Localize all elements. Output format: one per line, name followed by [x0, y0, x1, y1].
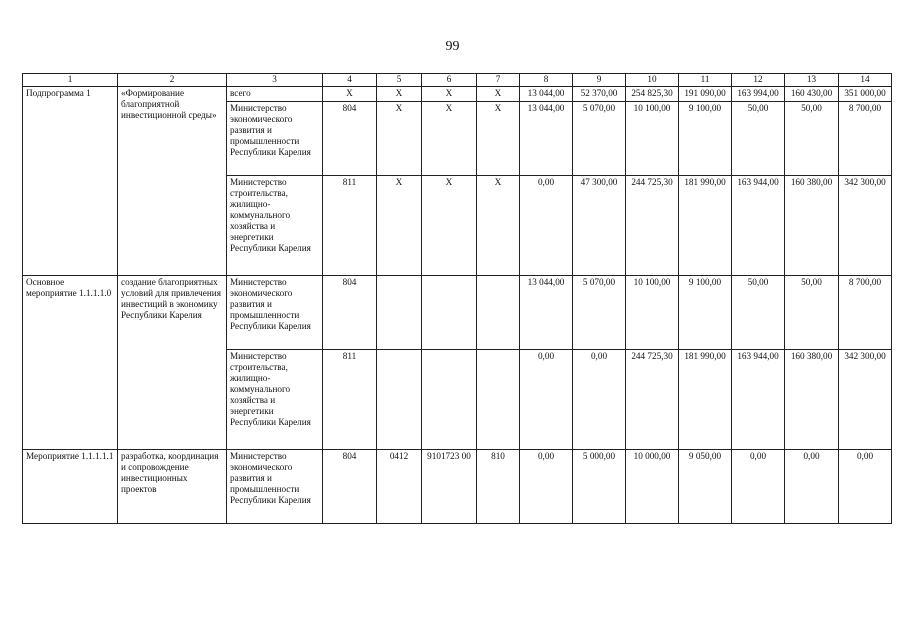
value-cell: 9 100,00 — [679, 102, 732, 176]
column-header: 10 — [626, 74, 679, 87]
value-cell: 0,00 — [785, 450, 839, 524]
subprogram-label: Подпрограмма 1 — [23, 87, 118, 276]
value-cell: 5 000,00 — [573, 450, 626, 524]
code-cell: 810 — [477, 450, 520, 524]
table-row — [23, 276, 892, 350]
code-cell — [422, 350, 477, 450]
value-cell: 181 990,00 — [679, 350, 732, 450]
value-cell: 160 430,00 — [785, 87, 839, 102]
value-cell: 10 000,00 — [626, 450, 679, 524]
code-cell: 811 — [323, 350, 377, 450]
subprogram-name: «Формирование благоприятной инвестиционной среды» — [118, 87, 227, 276]
main-event-label: Основное мероприятие 1.1.1.1.0 — [23, 276, 118, 450]
value-cell: 5 070,00 — [573, 102, 626, 176]
code-cell: Х — [377, 176, 422, 276]
executor-cell: Министерство строительства, жилищно-коммунального хозяйства и энергетики Республики Карелия — [227, 350, 323, 450]
main-event-name: создание благоприятных условий для привлечения инвестиций в экономику Республики Карелия — [118, 276, 227, 450]
code-cell — [477, 276, 520, 350]
code-cell — [422, 276, 477, 350]
code-cell: Х — [422, 102, 477, 176]
code-cell: Х — [477, 176, 520, 276]
column-header: 8 — [520, 74, 573, 87]
table-row — [23, 87, 892, 102]
value-cell: 163 994,00 — [732, 87, 785, 102]
code-cell: Х — [377, 102, 422, 176]
value-cell: 342 300,00 — [839, 176, 892, 276]
code-cell: Х — [377, 87, 422, 102]
value-cell: 0,00 — [573, 350, 626, 450]
table-row — [23, 450, 892, 524]
value-cell: 5 070,00 — [573, 276, 626, 350]
value-cell: 160 380,00 — [785, 350, 839, 450]
event-name: разработка, координация и сопровождение инвестиционных проектов — [118, 450, 227, 524]
code-cell: 9101723 00 — [422, 450, 477, 524]
value-cell: 163 944,00 — [732, 176, 785, 276]
value-cell: 191 090,00 — [679, 87, 732, 102]
value-cell: 50,00 — [732, 276, 785, 350]
value-cell: 244 725,30 — [626, 176, 679, 276]
executor-cell: всего — [227, 87, 323, 102]
code-cell — [377, 350, 422, 450]
column-header: 5 — [377, 74, 422, 87]
value-cell: 0,00 — [520, 350, 573, 450]
code-cell: Х — [477, 87, 520, 102]
value-cell: 52 370,00 — [573, 87, 626, 102]
executor-cell: Министерство экономического развития и промышленности Республики Карелия — [227, 450, 323, 524]
value-cell: 342 300,00 — [839, 350, 892, 450]
column-header: 9 — [573, 74, 626, 87]
code-cell: Х — [422, 87, 477, 102]
executor-cell: Министерство экономического развития и промышленности Республики Карелия — [227, 276, 323, 350]
budget-table — [22, 73, 892, 524]
executor-cell: Министерство экономического развития и промышленности Республики Карелия — [227, 102, 323, 176]
value-cell: 13 044,00 — [520, 102, 573, 176]
value-cell: 10 100,00 — [626, 102, 679, 176]
code-cell: Х — [422, 176, 477, 276]
column-header: 1 — [23, 74, 118, 87]
value-cell: 181 990,00 — [679, 176, 732, 276]
value-cell: 0,00 — [520, 176, 573, 276]
executor-cell: Министерство строительства, жилищно-коммунального хозяйства и энергетики Республики Карелия — [227, 176, 323, 276]
value-cell: 244 725,30 — [626, 350, 679, 450]
column-header: 13 — [785, 74, 839, 87]
code-cell: Х — [323, 87, 377, 102]
column-header: 14 — [839, 74, 892, 87]
column-header: 4 — [323, 74, 377, 87]
code-cell: 0412 — [377, 450, 422, 524]
value-cell: 8 700,00 — [839, 102, 892, 176]
column-number-row — [23, 74, 892, 87]
column-header: 7 — [477, 74, 520, 87]
column-header: 11 — [679, 74, 732, 87]
value-cell: 9 050,00 — [679, 450, 732, 524]
value-cell: 50,00 — [785, 276, 839, 350]
code-cell: Х — [477, 102, 520, 176]
value-cell: 160 380,00 — [785, 176, 839, 276]
value-cell: 0,00 — [732, 450, 785, 524]
column-header: 6 — [422, 74, 477, 87]
page-number: 99 — [445, 39, 460, 54]
code-cell: 811 — [323, 176, 377, 276]
value-cell: 8 700,00 — [839, 276, 892, 350]
code-cell: 804 — [323, 450, 377, 524]
column-header: 2 — [118, 74, 227, 87]
value-cell: 10 100,00 — [626, 276, 679, 350]
value-cell: 13 044,00 — [520, 276, 573, 350]
code-cell — [477, 350, 520, 450]
value-cell: 50,00 — [785, 102, 839, 176]
value-cell: 50,00 — [732, 102, 785, 176]
column-header: 3 — [227, 74, 323, 87]
code-cell — [377, 276, 422, 350]
value-cell: 163 944,00 — [732, 350, 785, 450]
value-cell: 9 100,00 — [679, 276, 732, 350]
code-cell: 804 — [323, 276, 377, 350]
value-cell: 0,00 — [520, 450, 573, 524]
column-header: 12 — [732, 74, 785, 87]
value-cell: 13 044,00 — [520, 87, 573, 102]
value-cell: 351 000,00 — [839, 87, 892, 102]
value-cell: 254 825,30 — [626, 87, 679, 102]
value-cell: 0,00 — [839, 450, 892, 524]
value-cell: 47 300,00 — [573, 176, 626, 276]
event-label: Мероприятие 1.1.1.1.1 — [23, 450, 118, 524]
code-cell: 804 — [323, 102, 377, 176]
